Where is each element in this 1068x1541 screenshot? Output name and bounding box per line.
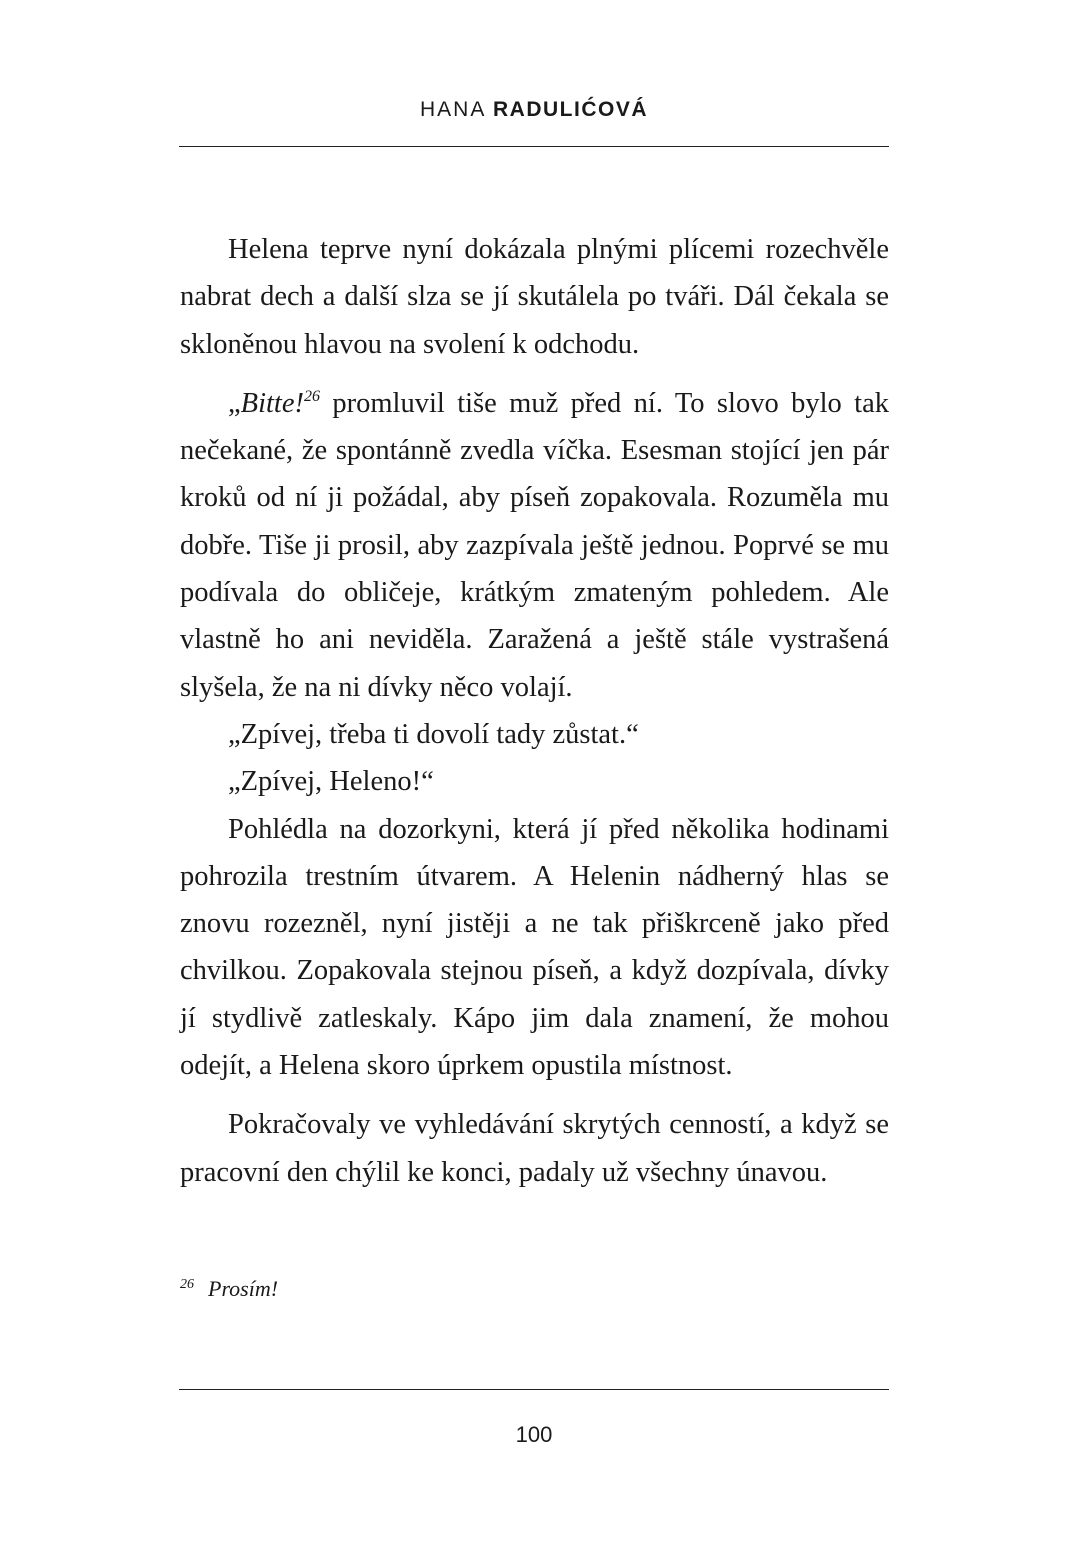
dialogue-line: „Zpívej, Heleno!“	[228, 766, 434, 798]
footnote-number: 26	[180, 1277, 194, 1292]
header-rule	[179, 146, 889, 147]
author-last-name: RADULIĆOVÁ	[493, 98, 649, 121]
paragraph	[180, 380, 889, 711]
paragraph: Pokračovaly ve vyhledávání skrytých cenností, a když se pracovní den chýlil ke konci, padaly už všechny únavou.	[180, 1109, 889, 1188]
page-number: 100	[515, 1422, 553, 1447]
paragraph-text: promluvil tiše muž před ní. To slovo bylo tak nečekané, že spontánně zvedla víčka. Esesman stojící jen pár kroků od ní ji požádal, aby píseň zopakovala. Rozuměla mu dobře. Tiše ji prosil, aby zazpívala ještě jednou. Poprvé se mu podívala do obličeje, krátkým zmateným pohledem. Ale vlastně ho ani neviděla. Zaražená a ještě stále vystrašená slyšela, že na ni dívky něco volají.	[180, 387, 889, 703]
footnote	[180, 1276, 278, 1302]
running-head	[0, 98, 1068, 122]
paragraph: Helena teprve nyní dokázala plnými plícemi rozechvěle nabrat dech a další slza se jí skutálela po tváři. Dál čekala se skloněnou hlavou na svolení k odchodu.	[180, 234, 889, 360]
opening-quote: „	[228, 387, 241, 419]
paragraph: Pohlédla na dozorkyni, která jí před několika hodinami pohrozila trestním útvarem. A Helenin nádherný hlas se znovu rozezněl, nyní jistěji a ne tak přiškrceně jako před chvilkou. Zopakovala stejnou píseň, a když dozpívala, dívky jí stydlivě zatleskaly. Kápo jim dala znamení, že mohou odejít, a Helena skoro úprkem opustila místnost.	[180, 813, 889, 1082]
dialogue-line: „Zpívej, třeba ti dovolí tady zůstat.“	[228, 718, 639, 750]
author-first-name: HANA	[419, 98, 486, 121]
footnote-text: Prosím!	[208, 1276, 279, 1301]
footnote-reference: 26	[303, 387, 320, 405]
footer-rule	[179, 1389, 889, 1390]
foreign-word: Bitte!	[240, 387, 304, 419]
body-text	[180, 226, 889, 1196]
